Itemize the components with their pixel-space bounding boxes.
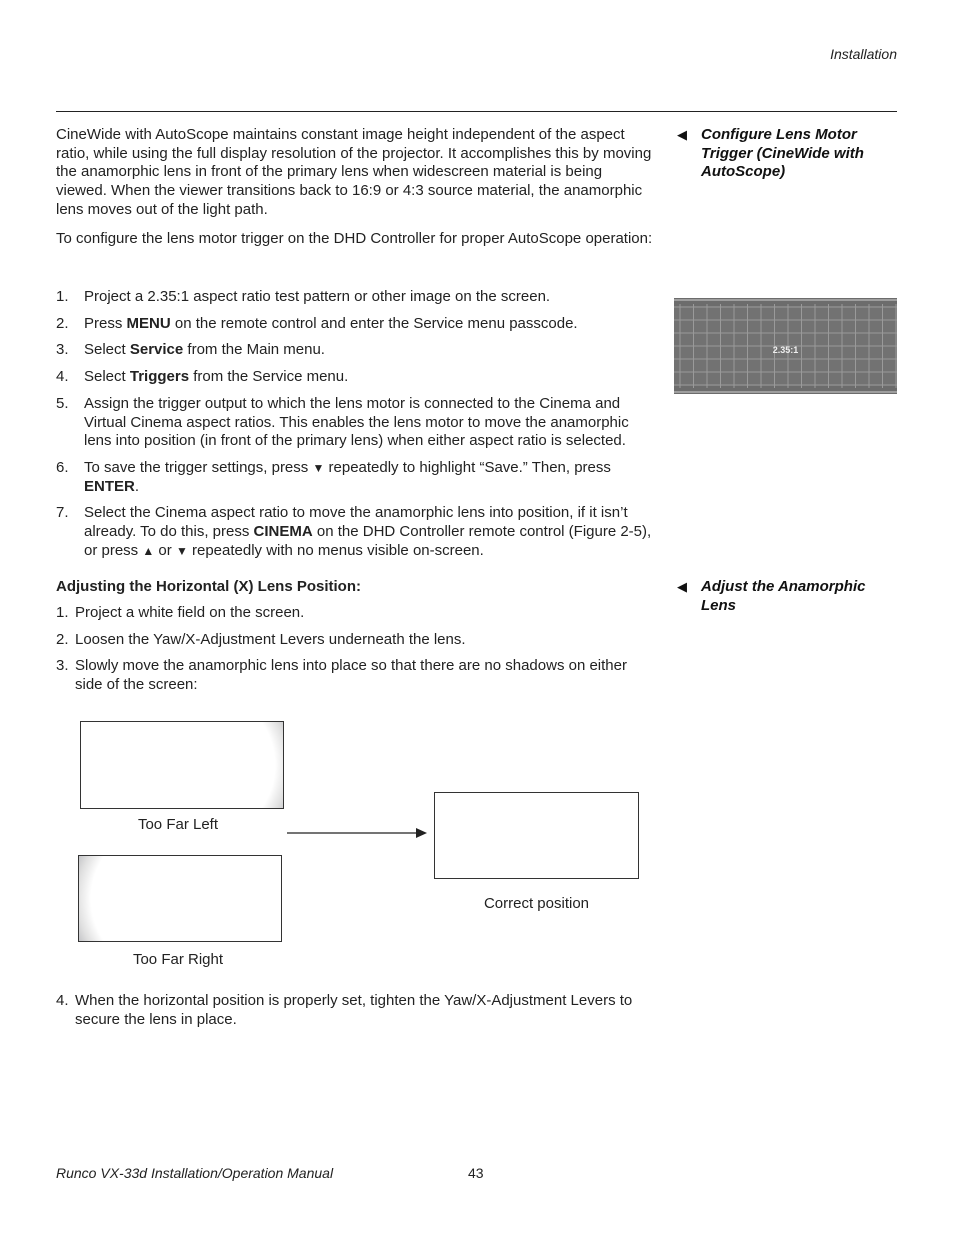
up-arrow-icon: ▲: [142, 543, 155, 558]
screen-correct-position: [434, 792, 639, 879]
footer-manual-title: Runco VX-33d Installation/Operation Manual: [56, 1165, 334, 1181]
steps-block: [56, 288, 656, 560]
caption-too-far-left: Too Far Left: [137, 816, 219, 833]
down-arrow-icon: ▼: [312, 460, 325, 475]
sidebar-heading-text: Adjust the Anamorphic Lens: [701, 578, 866, 614]
header-rule: [56, 111, 897, 112]
list-item: 5. Assign the trigger output to which the lens motor is connected to the Cinema and Virtual Cinema aspect ratios. This enables the lens motor to move the anamorphic lens into position (in front of the primary lens) when either aspect ratio is selected.: [56, 394, 629, 450]
down-arrow-icon: ▼: [175, 543, 188, 558]
arrow-left-icon: ◀: [677, 127, 687, 142]
list-item: 1. Project a white field on the screen.: [56, 604, 305, 621]
aspect-ratio-label: 2.35:1: [772, 345, 799, 355]
intro-block: [56, 126, 656, 248]
list-item: 4. Select Triggers from the Service menu.: [56, 368, 349, 386]
section-heading-horizontal: Adjusting the Horizontal (X) Lens Position:: [56, 578, 361, 595]
section2-steps: [56, 604, 656, 695]
page-number: 43: [468, 1165, 484, 1181]
sidebar-heading-text: Configure Lens Motor Trigger (CineWide with AutoScope): [701, 126, 864, 181]
arrow-right-icon: [286, 824, 430, 842]
aspect-ratio-test-pattern: [674, 298, 897, 394]
list-item: 2. Press MENU on the remote control and enter the Service menu passcode.: [56, 314, 578, 332]
caption-correct-position: Correct position: [483, 895, 590, 912]
sidebar-heading-adjust: [677, 578, 887, 615]
list-item: 7. Select the Cinema aspect ratio to move the anamorphic lens into position, if it isn’t already. To do this, press CINEMA on the DHD Controller remote control (Figure 2-5), or press ▲ or ▼ repeatedly with no menus visible on-screen.: [56, 504, 652, 559]
intro-paragraph-2: To configure the lens motor trigger on the DHD Controller for proper AutoScope operation:: [56, 229, 653, 247]
section2-step4: [56, 992, 656, 1029]
arrow-left-icon: ◀: [677, 579, 687, 594]
caption-too-far-right: Too Far Right: [132, 951, 224, 968]
sidebar-heading-configure: [677, 126, 887, 182]
intro-paragraph-1: CineWide with AutoScope maintains constant image height independent of the aspect ratio, while using the full display resolution of the projector. It accomplishes this by moving the anamorphic lens in front of the primary lens when widescreen material is being viewed. When the viewer transitions back to 16:9 or 4:3 source material, the anamorphic lens moves out of the light path.: [56, 126, 652, 218]
running-header: Installation: [830, 46, 897, 62]
screen-too-far-right: [78, 855, 282, 942]
list-item: 1. Project a 2.35:1 aspect ratio test pattern or other image on the screen.: [56, 288, 551, 305]
list-item: 3. Select Service from the Main menu.: [56, 341, 325, 359]
list-item: 2. Loosen the Yaw/X-Adjustment Levers underneath the lens.: [56, 630, 466, 648]
list-item: 4. When the horizontal position is properly set, tighten the Yaw/X-Adjustment Levers to secure the lens in place.: [56, 992, 633, 1028]
screen-too-far-left: [80, 721, 284, 809]
list-item: 6. To save the trigger settings, press ▼ repeatedly to highlight “Save.” Then, press ENTER.: [56, 458, 611, 495]
list-item: 3. Slowly move the anamorphic lens into place so that there are no shadows on either side of the screen:: [56, 657, 627, 694]
